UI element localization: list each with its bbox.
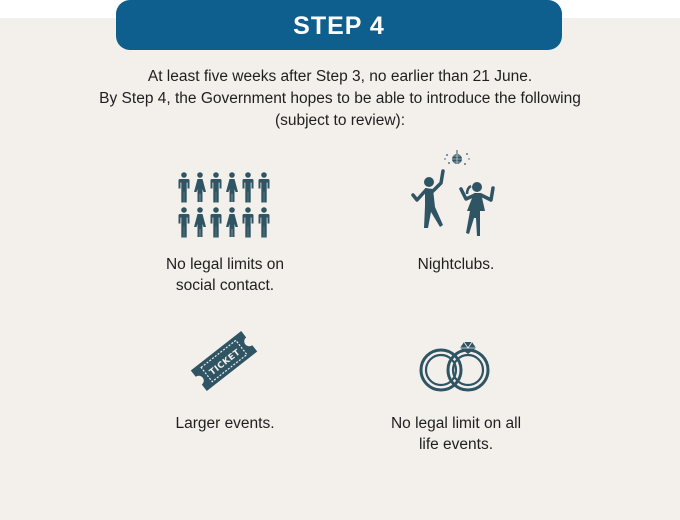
wedding-rings-icon	[415, 336, 497, 396]
ticket-text: TICKET	[207, 347, 243, 378]
intro-line-3: (subject to review):	[274, 112, 406, 129]
banner-title: STEP 4	[293, 11, 385, 40]
dancing-people-icon	[405, 148, 505, 242]
caption-nightclubs: Nightclubs.	[417, 256, 495, 273]
intro-text	[40, 66, 640, 132]
ticket-icon	[188, 330, 260, 392]
people-group-icon	[176, 170, 274, 240]
caption-life-events: No legal limit on all life events.	[390, 415, 522, 453]
caption-larger-events: Larger events.	[175, 415, 275, 432]
caption-social-contact: No legal limits on social contact.	[165, 256, 285, 294]
step-banner	[116, 0, 562, 50]
intro-line-1: At least five weeks after Step 3, no earlier than 21 June.	[147, 68, 533, 85]
intro-line-2: By Step 4, the Government hopes to be able to introduce the following	[99, 90, 581, 107]
